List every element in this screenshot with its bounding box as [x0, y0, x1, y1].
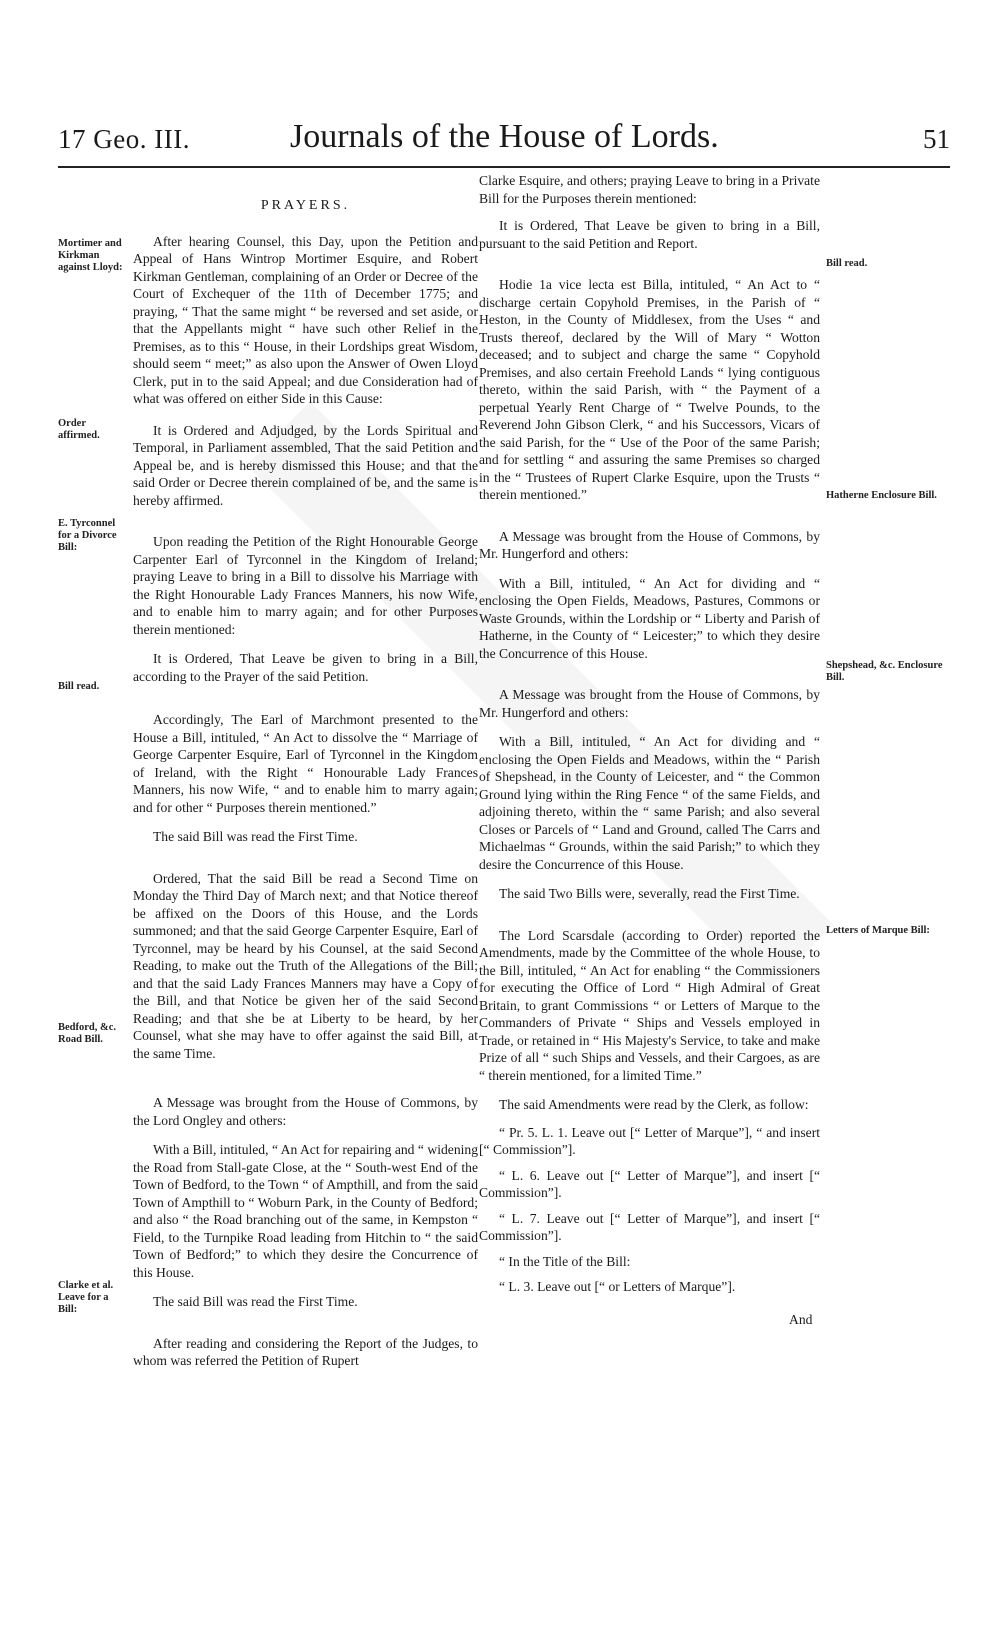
paragraph: With a Bill, intituled, “ An Act for dividing and “ enclosing the Open Fields and Meadows, within the “ Parish of Shepshead, in the County of Leicester, and “ the Common Ground lying within the Ring Fence “ of the same Fields, and adjoining thereto, within the “ same Parish; and also several Closes or Parcels of “ Land and Ground, called The Carrs and Michaelmas “ Grounds, within the said Parish;” to which they desire the Concurrence of this House. [479, 734, 820, 872]
margin-note: Mortimer and Kirkman against Lloyd: [58, 238, 123, 273]
paragraph: It is Ordered and Adjudged, by the Lords Spiritual and Temporal, in Parliament assembled, That the said Petition and Appeal be, and is hereby dismissed this House; and that the said Order or Decree therein complained of be, and the same is hereby affirmed. [133, 422, 478, 508]
margin-note: Bill read. [58, 681, 100, 692]
paragraph: The said Amendments were read by the Clerk, as follow: [499, 1097, 809, 1112]
catchword: And [789, 1312, 813, 1327]
session-label: 17 Geo. III. [58, 124, 190, 154]
journal-title: Journals of the House of Lords. [290, 118, 719, 155]
margin-note: Bill read. [826, 258, 868, 269]
amendment: “ L. 7. Leave out [“ Letter of Marque”], and insert [“ Commission”]. [479, 1210, 820, 1243]
amendment: “ L. 6. Leave out [“ Letter of Marque”], and insert [“ Commission”]. [479, 1167, 820, 1200]
paragraph: It is Ordered, That Leave be given to bring in a Bill, according to the Prayer of the said Petition. [133, 651, 478, 684]
paragraph: A Message was brought from the House of Commons, by the Lord Ongley and others: [133, 1095, 478, 1128]
right-column [479, 172, 820, 1296]
paragraph: Clarke Esquire, and others; praying Leave to bring in a Private Bill for the Purposes therein mentioned: [479, 173, 820, 206]
amendment: “ L. 3. Leave out [“ or Letters of Marque”]. [499, 1279, 736, 1294]
paragraph: It is Ordered, That Leave be given to bring in a Bill, pursuant to the said Petition and Report. [479, 218, 820, 251]
margin-note: Hatherne Enclosure Bill. [826, 490, 937, 501]
amendment: “ In the Title of the Bill: [499, 1253, 631, 1269]
paragraph: Hodie 1a vice lecta est Billa, intituled, “ An Act to “ discharge certain Copyhold Premises, in the Parish of “ Heston, in the County of Middlesex, from the Uses “ and Trusts thereof, declared by the Will of Mary “ Wotton deceased; and to subject and charge the same “ Copyhold Premises, and also certain Freehold Lands “ lying contiguous thereto, within the said Parish, with “ the Payment of a perpetual Yearly Rent Charge of “ Twelve Pounds, to the Reverend John Gibson Clerk, “ and his Successors, Vicars of the said Parish, for the “ Use of the Poor of the same Parish; and for settling “ and assuring the same Premises so charged in the “ Trustees of Rupert Clarke Esquire, upon the Trusts “ therein mentioned.” [479, 277, 820, 502]
margin-note: Order affirmed. [58, 418, 100, 441]
amendment: “ Pr. 5. L. 1. Leave out [“ Letter of Marque”], “ and insert [“ Commission”]. [479, 1124, 820, 1157]
margin-note: Shepshead, &c. Enclosure Bill. [826, 660, 943, 683]
paragraph: The Lord Scarsdale (according to Order) reported the Amendments, made by the Committee of the whole House, to the Bill, intituled, “ An Act for enabling “ the Commissioners for executing the Office of Lord “ High Admiral of Great Britain, to grant Commissions “ or Letters of Marque to the Commanders of Private “ Ships and Vessels employed in Trade, or retained in “ His Majesty's Service, to take and make Prize of all “ such Ships and Vessels, and their Cargoes, as are “ therein mentioned, for a limited Time.” [479, 927, 820, 1083]
paragraph: With a Bill, intituled, “ An Act for repairing and “ widening the Road from Stall-gate Close, at the “ South-west End of the Town of Bedford, to the Town “ of Ampthill, and from the said Town of Ampthill to “ Woburn Park, in the County of Bedford; and also “ the Road branching out of the same, in Kempston “ Field, to the Turnpike Road leading from Hitchin to “ the said Town of Bedford;” to which they desire the Concurrence of this House. [133, 1142, 478, 1280]
section-heading: PRAYERS. [260, 198, 351, 213]
margin-note: Clarke et al. Leave for a Bill: [58, 1280, 114, 1315]
paragraph: After hearing Counsel, this Day, upon the Petition and Appeal of Hans Wintrop Mortimer Esquire, and Robert Kirkman Gentleman, complaining of an Order or Decree of the Court of Exchequer of the 11th of December 1775; and praying, “ That the same might “ be reversed and set aside, or that the Appellants might “ have such other Relief in the Premises, as to this “ House, in their Lordships great Wisdom, should seem “ meet;” as also upon the Answer of Owen Lloyd Clerk, put in to the said Appeal; and due Consideration had of what was offered on either Side in this Cause: [133, 233, 478, 406]
paragraph: Accordingly, The Earl of Marchmont presented to the House a Bill, intituled, “ An Act to dissolve the “ Marriage of George Carpenter Esquire, Earl of Tyrconnel in the Kingdom of Ireland, with the Right “ Honourable Lady Frances Manners, his now Wife, “ and to enable him to marry again; and for other “ Purposes therein mentioned.” [133, 712, 478, 815]
paragraph: The said Bill was read the First Time. [153, 1294, 358, 1309]
margin-note: E. Tyrconnel for a Divorce Bill: [58, 518, 117, 553]
left-column [133, 172, 478, 1370]
page-number: 51 [923, 124, 950, 154]
page-header [58, 118, 950, 168]
paragraph: A Message was brought from the House of Commons, by Mr. Hungerford and others: [479, 687, 820, 720]
margin-note: Bedford, &c. Road Bill. [58, 1022, 117, 1045]
paragraph: A Message was brought from the House of Commons, by Mr. Hungerford and others: [479, 528, 820, 561]
margin-note: Letters of Marque Bill: [826, 925, 930, 936]
paragraph: After reading and considering the Report of the Judges, to whom was referred the Petition of Rupert [133, 1335, 478, 1368]
paragraph: The said Two Bills were, severally, read the First Time. [499, 886, 800, 901]
paragraph: The said Bill was read the First Time. [153, 829, 358, 844]
paragraph: Upon reading the Petition of the Right Honourable George Carpenter Earl of Tyrconnel in the Kingdom of Ireland; praying Leave to bring in a Bill to dissolve his Marriage with the Right Honourable Lady Frances Manners, his now Wife, and to enable him to marry again; and for other Purposes therein mentioned: [133, 534, 478, 637]
paragraph: Ordered, That the said Bill be read a Second Time on Monday the Third Day of March next; and that Notice thereof be affixed on the Doors of this House, and the Lords summoned; and that the said George Carpenter Esquire, Earl of Tyrconnel, may be heard by his Counsel, at the said Second Reading, to make out the Truth of the Allegations of the Bill; and that the said Lady Frances Manners may have a Copy of the Bill, and that Notice be given her of the said Second Reading; and that she be at Liberty to be heard, by her Counsel, what she may have to offer against the said Bill, at the same Time. [133, 870, 478, 1061]
paragraph: With a Bill, intituled, “ An Act for dividing and “ enclosing the Open Fields, Meadows, Pastures, Commons or Waste Grounds, within the Lordship or “ Liberty and Parish of Hatherne, in the County of “ Leicester;” to which they desire the Concurrence of this House. [479, 575, 820, 661]
header-rule [58, 166, 950, 168]
